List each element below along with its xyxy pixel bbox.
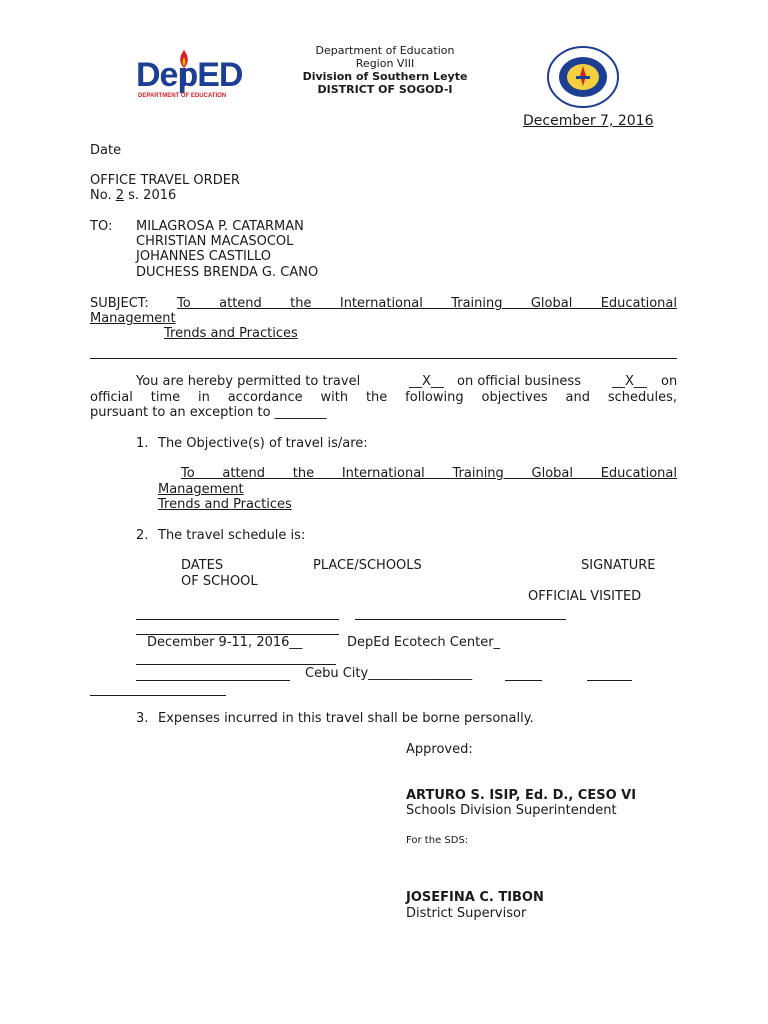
order-no-value: 2 [115, 188, 124, 203]
logo-text: DepED [136, 56, 243, 94]
schedule-blank-line [355, 619, 566, 620]
order-title: OFFICE TRAVEL ORDER [90, 173, 240, 188]
schedule-blank-line [136, 619, 339, 620]
recipient-name: DUCHESS BRENDA G. CANO [136, 265, 319, 280]
schedule-blank-line [587, 680, 632, 681]
subject-divider [90, 358, 677, 359]
logo-subtext: DEPARTMENT OF EDUCATION [138, 93, 227, 99]
subject-text-3: Trends and Practices [164, 326, 298, 341]
travel-mark-1: __X__ [409, 374, 444, 389]
schedule-blank-line [90, 695, 226, 696]
date-label: Date [90, 143, 122, 158]
travel-mark-2: __X__ [612, 374, 647, 389]
recipient-name: CHRISTIAN MACASOCOL [136, 234, 294, 249]
schedule-col-signature-2: OF SCHOOL [181, 574, 258, 589]
schedule-row-1-dates: December 9-11, 2016__ [147, 635, 303, 650]
body-text-b: on official business [457, 374, 581, 389]
schedule-col-place: PLACE/SCHOOLS [313, 558, 422, 573]
subject-text-2: Management [90, 311, 176, 326]
item-1-text: The Objective(s) of travel is/are: [158, 436, 368, 451]
schedule-col-signature-3: OFFICIAL VISITED [528, 589, 642, 604]
approver-name: ARTURO S. ISIP, Ed. D., CESO VI [406, 788, 637, 803]
order-no-suffix: s. 2016 [124, 188, 177, 203]
objective-line-2: Management [158, 482, 244, 497]
for-sds-label: For the SDS: [406, 835, 469, 846]
body-text-c: on [661, 374, 678, 389]
supervisor-title: District Supervisor [406, 906, 527, 921]
deped-logo [134, 44, 246, 104]
schedule-col-signature: SIGNATURE [581, 558, 656, 573]
header-region: Region VIII [355, 57, 415, 70]
order-no-prefix: No. [90, 188, 116, 203]
header-division: Division of Southern Leyte [302, 70, 468, 83]
document-date: December 7, 2016 [523, 113, 654, 129]
to-label: TO: [90, 219, 113, 234]
subject-text-1: To attend the International Training Global Educational [177, 296, 677, 311]
schedule-blank-line [136, 680, 290, 681]
subject-label: SUBJECT: [90, 296, 149, 311]
schedule-blank-line [136, 664, 336, 665]
schedule-blank-line [505, 680, 542, 681]
item-3-number: 3. [136, 711, 149, 726]
item-2-text: The travel schedule is: [158, 528, 306, 543]
order-number [90, 188, 176, 204]
supervisor-name: JOSEFINA C. TIBON [406, 890, 544, 905]
objective-line-3: Trends and Practices [158, 497, 292, 512]
subject-line-1 [90, 296, 677, 311]
header-department: Department of Education [315, 44, 455, 57]
approver-title: Schools Division Superintendent [406, 803, 617, 818]
recipient-name: JOHANNES CASTILLO [136, 249, 272, 264]
body-text-a: You are hereby permitted to travel [136, 374, 361, 389]
schedule-col-dates: DATES [181, 558, 224, 573]
deped-seal [546, 46, 620, 108]
schedule-row-1-place: DepEd Ecotech Center_ [347, 635, 501, 650]
body-text-line-3: pursuant to an exception to ________ [90, 405, 327, 420]
item-2-number: 2. [136, 528, 149, 543]
objective-line-1: To attend the International Training Global Educational [181, 466, 677, 481]
item-1-number: 1. [136, 436, 149, 451]
item-3-text: Expenses incurred in this travel shall be borne personally. [158, 711, 534, 726]
schedule-row-2-place: Cebu City________________ [305, 666, 473, 681]
body-text-line-2: official time in accordance with the following objectives and schedules, [90, 390, 677, 405]
approved-label: Approved: [406, 742, 473, 757]
header-district: DISTRICT OF SOGOD-I [317, 83, 453, 96]
recipient-name: MILAGROSA P. CATARMAN [136, 219, 304, 234]
